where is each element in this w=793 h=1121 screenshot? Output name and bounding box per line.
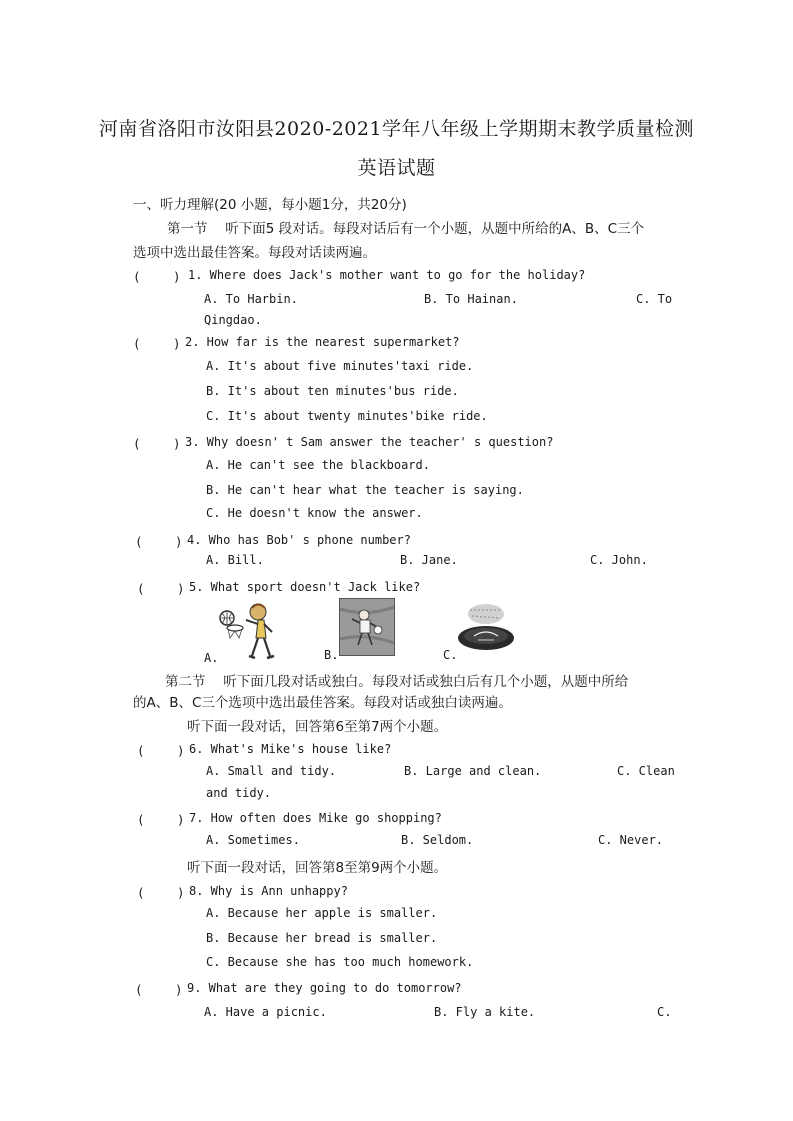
section2-instruction-line2: 的A、B、C三个选项中选出最佳答案。每段对话或独白读两遍。 xyxy=(133,695,512,711)
q5-option-c: C. xyxy=(443,648,458,662)
answer-bracket[interactable]: ( ) xyxy=(137,885,185,900)
answer-bracket[interactable]: ( ) xyxy=(135,534,183,549)
ball-player-picture xyxy=(339,598,395,656)
q9-option-c: C. xyxy=(657,1005,672,1019)
q6-option-c: C. Clean xyxy=(617,764,675,778)
answer-bracket[interactable]: ( ) xyxy=(137,743,185,758)
q8-option-c: C. Because she has too much homework. xyxy=(206,955,474,969)
q3-option-a: A. He can't see the blackboard. xyxy=(206,458,430,472)
q8-option-a: A. Because her apple is smaller. xyxy=(206,906,438,920)
q6-option-c-continued: and tidy. xyxy=(206,786,272,800)
answer-bracket[interactable]: ( ) xyxy=(133,336,181,351)
q8-option-b: B. Because her bread is smaller. xyxy=(206,931,438,945)
q1-option-b: B. To Hainan. xyxy=(424,292,518,306)
question-1-stem: 1. Where does Jack's mother want to go for the holiday? xyxy=(188,268,586,282)
instruction-q6-q7: 听下面一段对话，回答第6至第7两个小题。 xyxy=(187,719,448,735)
q5-option-b: B. xyxy=(324,648,339,662)
q3-option-c: C. He doesn't know the answer. xyxy=(206,506,423,520)
q9-option-b: B. Fly a kite. xyxy=(434,1005,536,1019)
question-5-stem: 5. What sport doesn't Jack like? xyxy=(189,580,421,594)
section1-instruction-line1: 第一节 听下面5 段对话。每段对话后有一个小题，从题中所给的A、B、C三个 xyxy=(167,221,645,237)
q7-option-a: A. Sometimes. xyxy=(206,833,300,847)
question-4-stem: 4. Who has Bob' s phone number? xyxy=(187,533,411,547)
answer-bracket[interactable]: ( ) xyxy=(137,812,185,827)
q2-option-a: A. It's about five minutes'taxi ride. xyxy=(206,359,474,373)
q6-option-a: A. Small and tidy. xyxy=(206,764,337,778)
answer-bracket[interactable]: ( ) xyxy=(135,982,183,997)
q4-option-a: A. Bill. xyxy=(206,553,264,567)
section1-instruction-line2: 选项中选出最佳答案。每段对话读两遍。 xyxy=(133,245,376,261)
question-6-stem: 6. What's Mike's house like? xyxy=(189,742,392,756)
q5-option-a: A. xyxy=(204,651,219,665)
q7-option-c: C. Never. xyxy=(598,833,664,847)
q6-option-b: B. Large and clean. xyxy=(404,764,542,778)
q4-option-b: B. Jane. xyxy=(400,553,458,567)
q7-option-b: B. Seldom. xyxy=(401,833,474,847)
question-8-stem: 8. Why is Ann unhappy? xyxy=(189,884,348,898)
answer-bracket[interactable]: ( ) xyxy=(133,436,181,451)
ice-skating-picture xyxy=(456,600,516,652)
question-7-stem: 7. How often does Mike go shopping? xyxy=(189,811,442,825)
instruction-q8-q9: 听下面一段对话，回答第8至第9两个小题。 xyxy=(187,860,448,876)
answer-bracket[interactable]: ( ) xyxy=(133,269,181,284)
q1-option-c: C. To xyxy=(636,292,673,306)
q3-option-b: B. He can't hear what the teacher is saying. xyxy=(206,483,524,497)
basketball-player-picture xyxy=(214,598,280,664)
q2-option-c: C. It's about twenty minutes'bike ride. xyxy=(206,409,488,423)
q2-option-b: B. It's about ten minutes'bus ride. xyxy=(206,384,459,398)
page-subtitle: 英语试题 xyxy=(357,157,436,179)
question-2-stem: 2. How far is the nearest supermarket? xyxy=(185,335,460,349)
question-9-stem: 9. What are they going to do tomorrow? xyxy=(187,981,462,995)
q9-option-a: A. Have a picnic. xyxy=(204,1005,327,1019)
q1-option-a: A. To Harbin. xyxy=(204,292,298,306)
page-title: 河南省洛阳市汝阳县2020-2021学年八年级上学期期末教学质量检测 xyxy=(98,118,695,140)
q4-option-c: C. John. xyxy=(590,553,648,567)
section2-instruction-line1: 第二节 听下面几段对话或独白。每段对话或独白后有几个小题，从题中所给 xyxy=(165,674,629,690)
part1-heading: 一、听力理解(20 小题，每小题1分，共20分) xyxy=(133,197,407,213)
answer-bracket[interactable]: ( ) xyxy=(137,581,185,596)
question-3-stem: 3. Why doesn' t Sam answer the teacher' s question? xyxy=(185,435,554,449)
q1-option-c-continued: Qingdao. xyxy=(204,313,262,327)
